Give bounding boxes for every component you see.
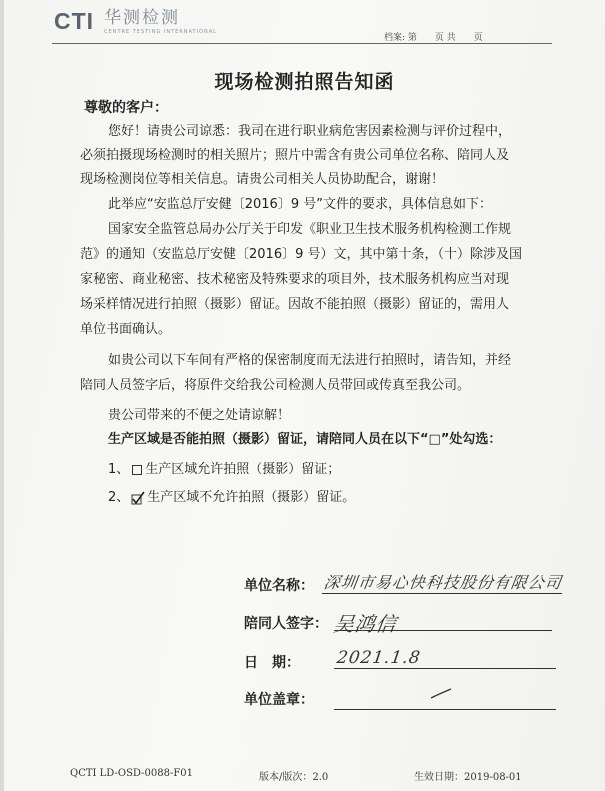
escort-signature-line (334, 630, 552, 631)
checkbox-checked-icon[interactable] (131, 491, 145, 505)
logo-text (104, 10, 217, 35)
seal-line (334, 709, 556, 710)
paragraph-line: 家秘密、商业秘密、技术秘密及特殊要求的项目外，技术服务机构应当对现 (80, 272, 510, 287)
option-row (108, 462, 340, 478)
option-number: 1、 (108, 462, 130, 477)
unit-name-line (322, 593, 562, 594)
salutation: 尊敬的客户： (84, 100, 168, 116)
option-row (108, 490, 355, 506)
paragraph-line: 贵公司带来的不便之处请谅解！ (108, 408, 291, 423)
paragraph-line: 现场检测岗位等相关信息。请贵公司相关人员协助配合，谢谢！ (80, 172, 445, 187)
unit-name-label: 单位名称： (244, 578, 314, 594)
company-logo (54, 8, 217, 35)
paragraph-line: 此举应“安监总厅安健〔2016〕9 号”文件的要求，具体信息如下： (108, 197, 492, 212)
checkbox-question: 生产区域是否能拍照（摄影）留证，请陪同人员在以下“□”处勾选： (108, 432, 502, 447)
logo-brand: CTI (54, 8, 95, 34)
seal-pen-mark (429, 688, 453, 700)
seal-label: 单位盖章： (244, 692, 314, 708)
date-line (334, 668, 556, 669)
footer-version: 版本/版次：2.0 (259, 772, 329, 783)
option-label: 生产区域不允许拍照（摄影）留证。 (147, 490, 356, 505)
paragraph-line: 您好！请贵公司谅悉：我司在进行职业病危害因素检测与评价过程中， (108, 124, 512, 139)
document-page (4, 0, 605, 791)
option-number: 2、 (108, 490, 130, 505)
checkbox-empty[interactable] (132, 465, 142, 475)
option-label: 生产区域允许拍照（摄影）留证； (145, 462, 341, 477)
header-divider (52, 43, 552, 44)
paragraph-line: 单位书面确认。 (80, 322, 172, 337)
paragraph-line: 国家安全监管总局办公厅关于印发《职业卫生技术服务机构检测工作规 (108, 222, 512, 237)
escort-signature-label: 陪同人签字： (244, 616, 328, 632)
archive-page-number: 档案: 第 页 共 页 (384, 33, 483, 43)
footer-form-code: QCTI LD-OSD-0088-F01 (70, 768, 193, 779)
logo-en: CENTRE TESTING INTERNATIONAL (104, 29, 217, 35)
logo-cn: 华测检测 (104, 8, 181, 28)
paragraph-line: 如贵公司以下车间有严格的保密制度而无法进行拍照时，请告知，并经 (108, 353, 512, 368)
paragraph-line: 必须拍摄现场检测时的相关照片；照片中需含有贵公司单位名称、陪同人及 (80, 148, 510, 163)
paragraph-line: 陪同人员签字后，将原件交给我公司检测人员带回或传真至我公司。 (80, 378, 471, 393)
paragraph-line: 范》的通知（安监总厅安健〔2016〕9 号）文，其中第十条，（十）除涉及国 (80, 247, 522, 262)
unit-name-handwriting: 深圳市易心快科技股份有限公司 (322, 573, 564, 592)
escort-signature-handwriting: 吴鸿信 (332, 612, 399, 636)
date-handwriting: 2021.1.8 (335, 648, 423, 668)
paragraph-line: 场采样情况进行拍照（摄影）留证。因故不能拍照（摄影）留证的，需用人 (80, 297, 510, 312)
date-label: 日 期： (244, 655, 300, 671)
document-title: 现场检测拍照告知函 (214, 71, 395, 93)
footer-effective-date: 生效日期：2019-08-01 (414, 772, 522, 783)
